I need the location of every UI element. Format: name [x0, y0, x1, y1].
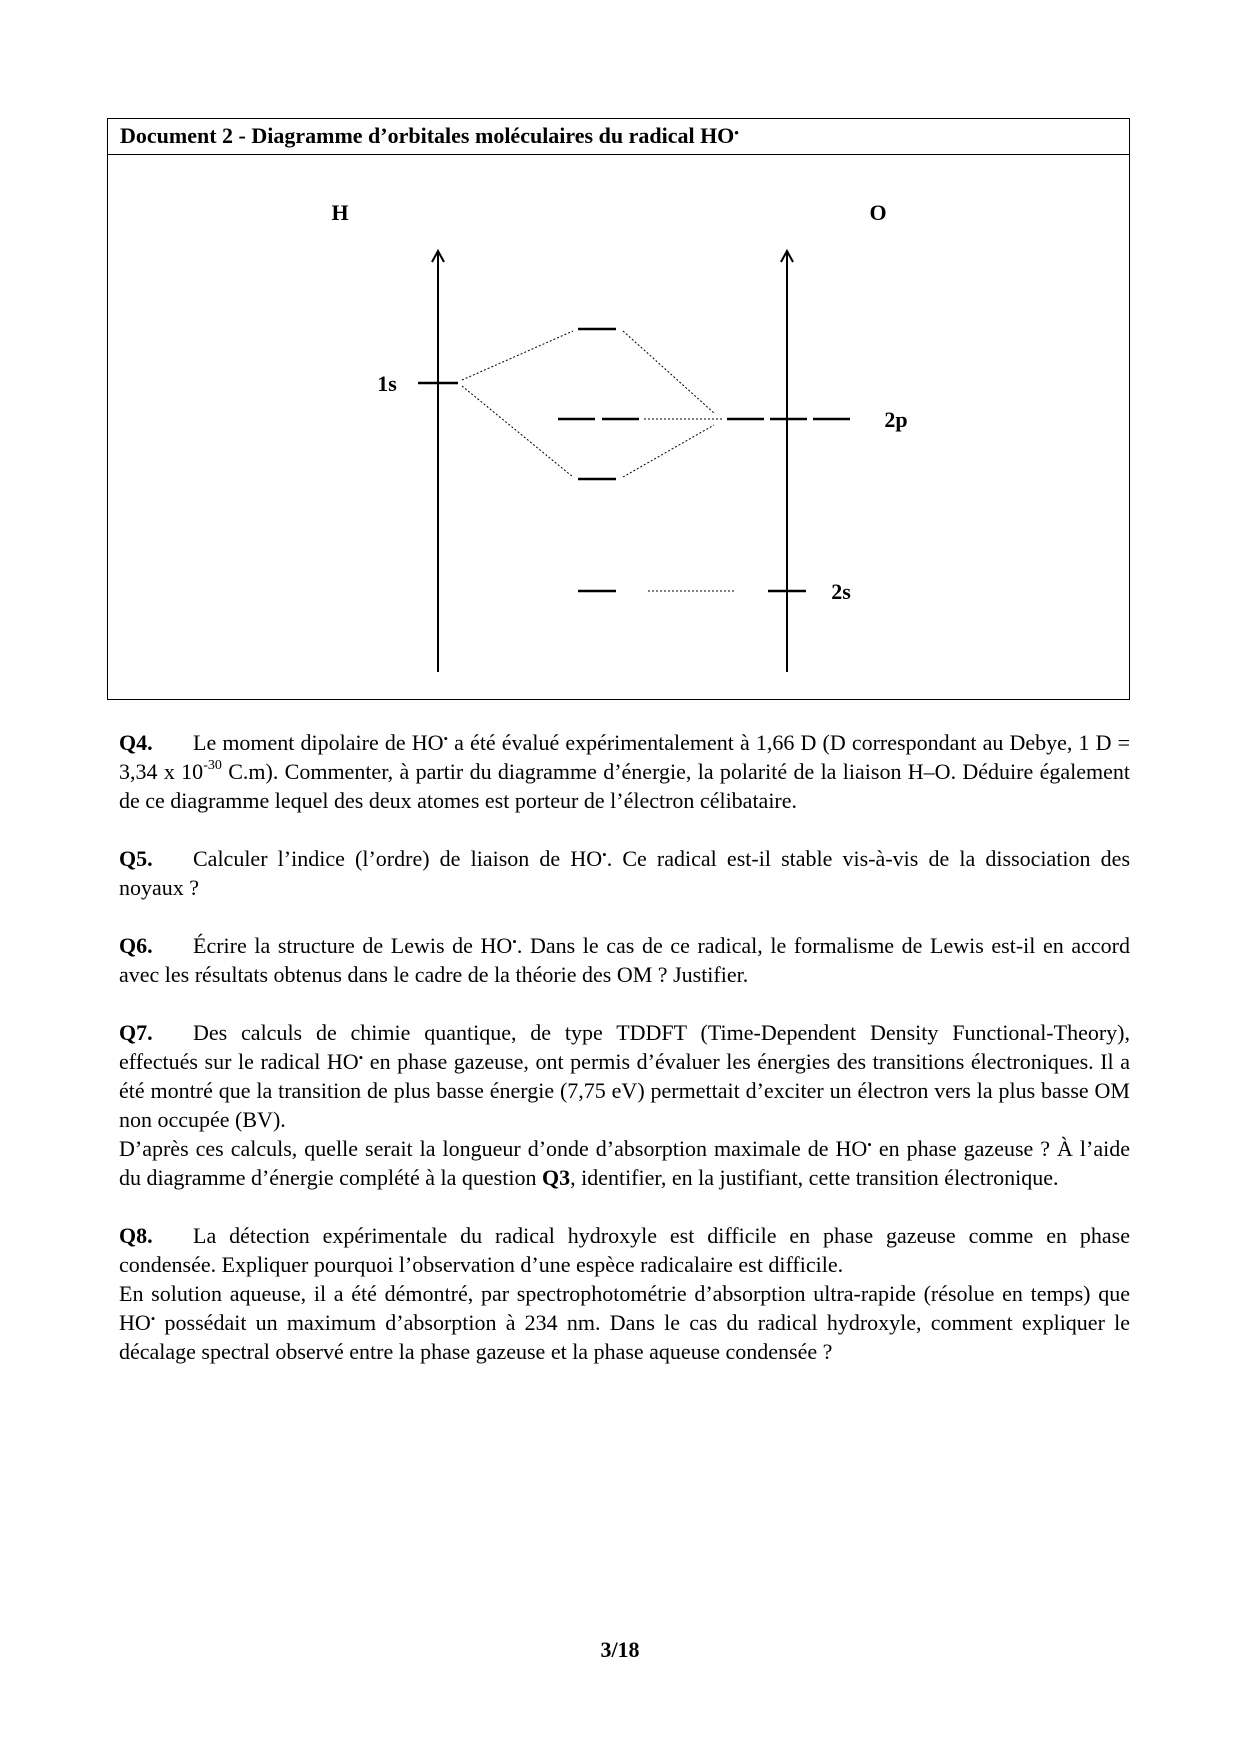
question-number: Q5.: [119, 846, 153, 871]
question-q4: Q4. Le moment dipolaire de HO• a été évalué expérimentalement à 1,66 D (D correspondant au Debye, 1 D = 3,34 x $10^{-30}$ C.m). Commenter, à partir du diagramme d’énergie, la polarité de la liaison H–O. Déduire également de ce diagramme lequel des deux atomes est porteur de l’électron célibataire.: [119, 730, 1130, 813]
orbital-label-1s: 1s: [377, 371, 397, 396]
atom-label-o: O: [869, 200, 887, 225]
page-number: 3/18: [600, 1637, 640, 1662]
document-2-title: Document 2 - Diagramme d’orbitales moléculaires du radical HO•: [108, 119, 1129, 155]
question-q5: Q5. Calculer l’indice (l’ordre) de liaison de HO•. Ce radical est-il stable vis-à-vis de la dissociation des noyaux ?: [119, 846, 1131, 900]
orbital-label-2s: 2s: [831, 579, 851, 604]
atom-label-h: H: [331, 200, 349, 225]
question-number: Q8.: [119, 1223, 153, 1248]
question-q6: Q6. Écrire la structure de Lewis de HO•. Dans le cas de ce radical, le formalisme de Lewis est-il en accord avec les résultats obtenus dans le cadre de la théorie des OM ? Justifier.: [119, 933, 1130, 987]
question-q8: Q8. La détection expérimentale du radical hydroxyle est difficile en phase gazeuse comme en phase condensée. Expliquer pourquoi l’observation d’une espèce radicalaire est difficile. En solution aqueuse, il a été démontré, par spectrophotométrie d’absorption ultra-rapide (résolue en temps) que HO• possédait un maximum d’absorption à 234 nm. Dans le cas du radical hydroxyle, comment expliquer le décalage spectral observé entre la phase gazeuse et la phase aqueuse condensée ?: [119, 1223, 1130, 1364]
molecular-orbital-diagram: [108, 155, 1129, 699]
question-number: Q7.: [119, 1020, 153, 1045]
orbital-label-2p: 2p: [884, 407, 908, 432]
correlation-lines: [462, 331, 735, 591]
question-number: Q6.: [119, 933, 153, 958]
question-q7: Q7. Des calculs de chimie quantique, de type TDDFT (Time-Dependent Density Functional-Theory), effectués sur le radical HO• en phase gazeuse, ont permis d’évaluer les énergies des transitions électroniques. Il a été montré que la transition de plus basse énergie (7,75 eV) permettait d’exciter un électron vers la plus basse OM non occupée (BV). D’après ces calculs, quelle serait la longueur d’onde d’absorption maximale de HO• en phase gazeuse ? À l’aide du diagramme d’énergie complété à la question Q3, identifier, en la justifiant, cette transition électronique.: [119, 1020, 1131, 1190]
questions-section: [119, 728, 1130, 1395]
question-number: Q4.: [119, 730, 153, 755]
document-2-box: [107, 118, 1130, 700]
